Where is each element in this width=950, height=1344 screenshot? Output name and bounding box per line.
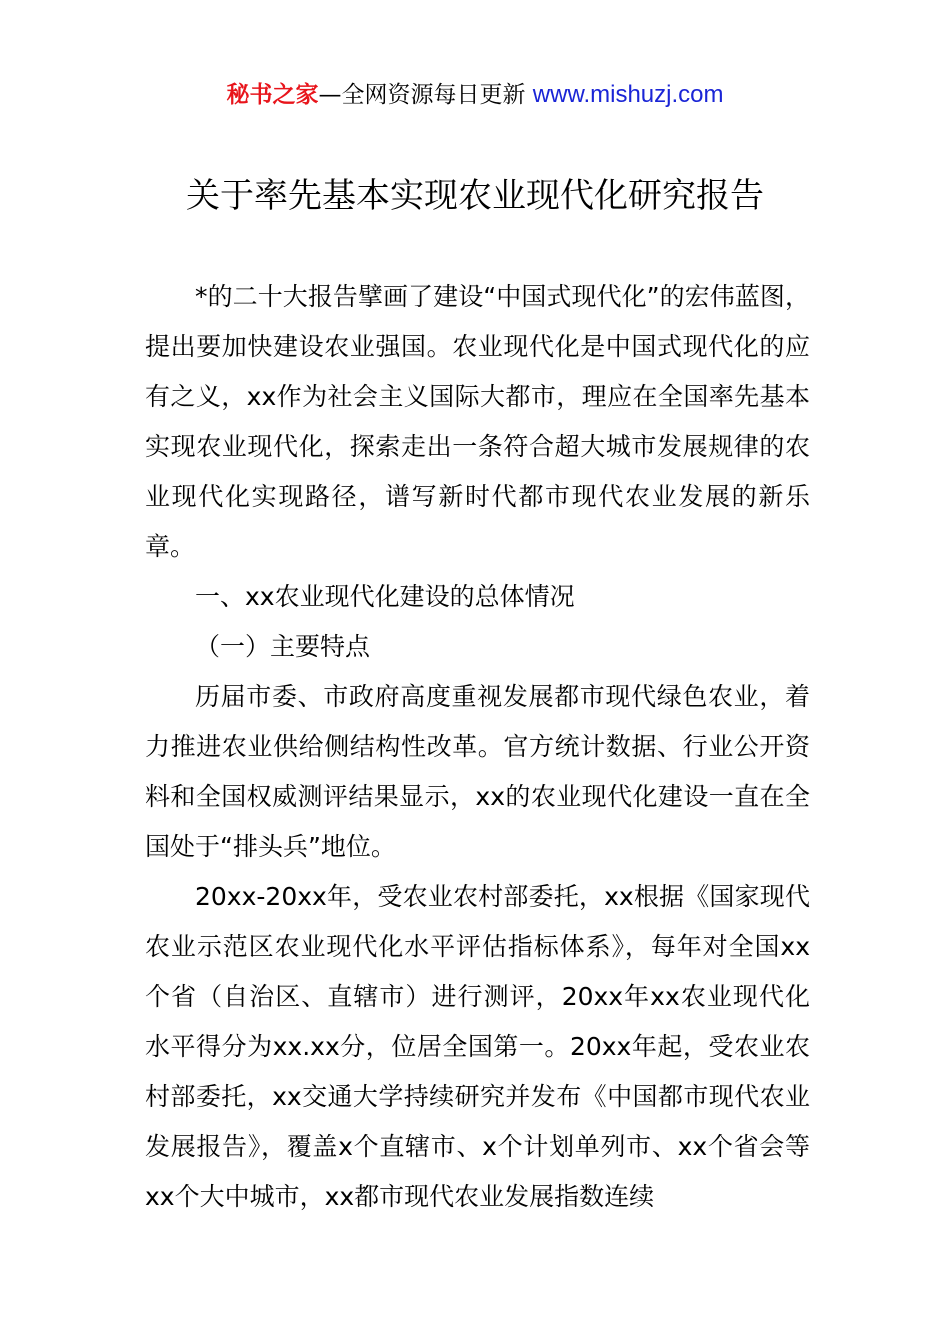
- site-header-banner: [0, 78, 950, 112]
- site-url-link[interactable]: www.mishuzj.com: [532, 81, 724, 108]
- paragraph-intro: *的二十大报告擘画了建设“中国式现代化”的宏伟蓝图，提出要加快建设农业强国。农业现代化是中国式现代化的应有之义，xx作为社会主义国际大都市，理应在全国率先基本实现农业现代化，探索走出一条符合超大城市发展规律的农业现代化实现路径，谱写新时代都市现代农业发展的新乐章。: [145, 282, 810, 561]
- subsection-heading-1: （一）主要特点: [195, 632, 371, 661]
- document-title: 关于率先基本实现农业现代化研究报告: [186, 176, 764, 216]
- document-body: [145, 272, 810, 1222]
- site-tagline: —全网资源每日更新: [318, 82, 533, 108]
- section-heading-1: 一、xx农业现代化建设的总体情况: [195, 582, 575, 611]
- paragraph-evaluation: 20xx-20xx年，受农业农村部委托，xx根据《国家现代农业示范区农业现代化水平评估指标体系》，每年对全国xx个省（自治区、直辖市）进行测评，20xx年xx农业现代化水平得分为xx.xx分，位居全国第一。20xx年起，受农业农村部委托，xx交通大学持续研究并发布《中国都市现代农业发展报告》，覆盖x个直辖市、x个计划单列市、xx个省会等xx个大中城市，xx都市现代农业发展指数连续: [145, 882, 810, 1211]
- paragraph-features: 历届市委、市政府高度重视发展都市现代绿色农业，着力推进农业供给侧结构性改革。官方统计数据、行业公开资料和全国权威测评结果显示，xx的农业现代化建设一直在全国处于“排头兵”地位。: [145, 682, 810, 861]
- site-brand: 秘书之家: [226, 82, 319, 108]
